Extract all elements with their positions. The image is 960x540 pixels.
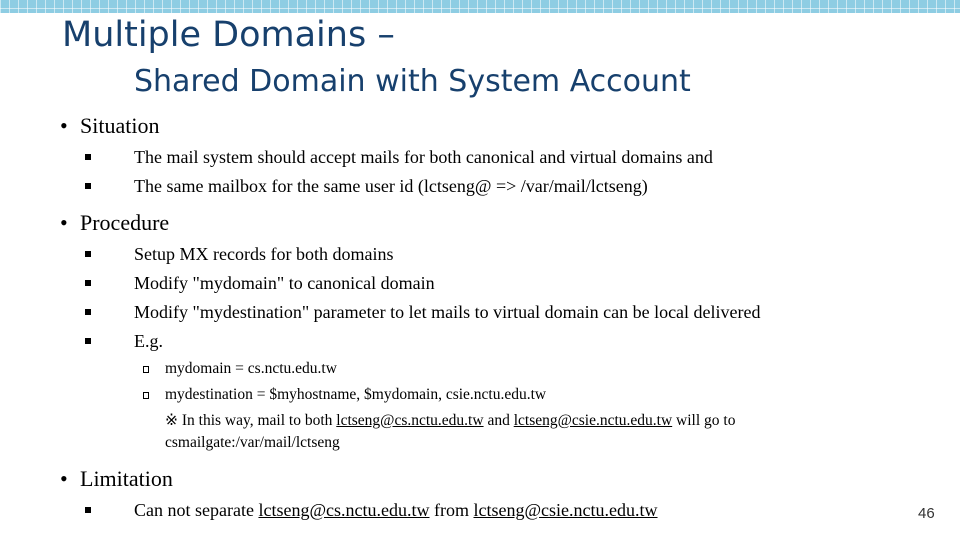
square-bullet-icon — [85, 338, 91, 344]
email-link[interactable]: lctseng@cs.nctu.edu.tw — [336, 412, 484, 429]
square-bullet-icon — [85, 183, 91, 189]
procedure-note-continuation: csmailgate:/var/mail/lctseng — [165, 434, 340, 451]
hollow-square-bullet-icon — [143, 392, 149, 399]
bullet-icon: • — [60, 113, 68, 138]
hollow-square-bullet-icon — [143, 366, 149, 373]
email-link[interactable]: lctseng@csie.nctu.edu.tw — [473, 500, 658, 520]
bullet-icon: • — [60, 210, 68, 235]
square-bullet-icon — [85, 280, 91, 286]
email-link[interactable]: lctseng@cs.nctu.edu.tw — [258, 500, 430, 520]
email-link[interactable]: lctseng@csie.nctu.edu.tw — [513, 412, 673, 429]
section-heading-limitation: • Limitation — [60, 466, 173, 491]
page-number: 46 — [918, 505, 935, 522]
square-bullet-icon — [85, 154, 91, 160]
bullet-icon: • — [60, 466, 68, 491]
square-bullet-icon — [85, 251, 91, 257]
section-heading-procedure: • Procedure — [60, 210, 170, 235]
slide-title: Multiple Domains – — [62, 15, 395, 55]
header-decoration-band — [0, 0, 960, 13]
square-bullet-icon — [85, 309, 91, 315]
square-bullet-icon — [85, 507, 91, 513]
procedure-note: ※ In this way, mail to both lctseng@cs.nctu.edu.tw and lctseng@csie.nctu.edu.tw will go to — [165, 412, 736, 429]
section-heading-situation: • Situation — [60, 113, 160, 138]
slide-subtitle: Shared Domain with System Account — [134, 64, 691, 99]
